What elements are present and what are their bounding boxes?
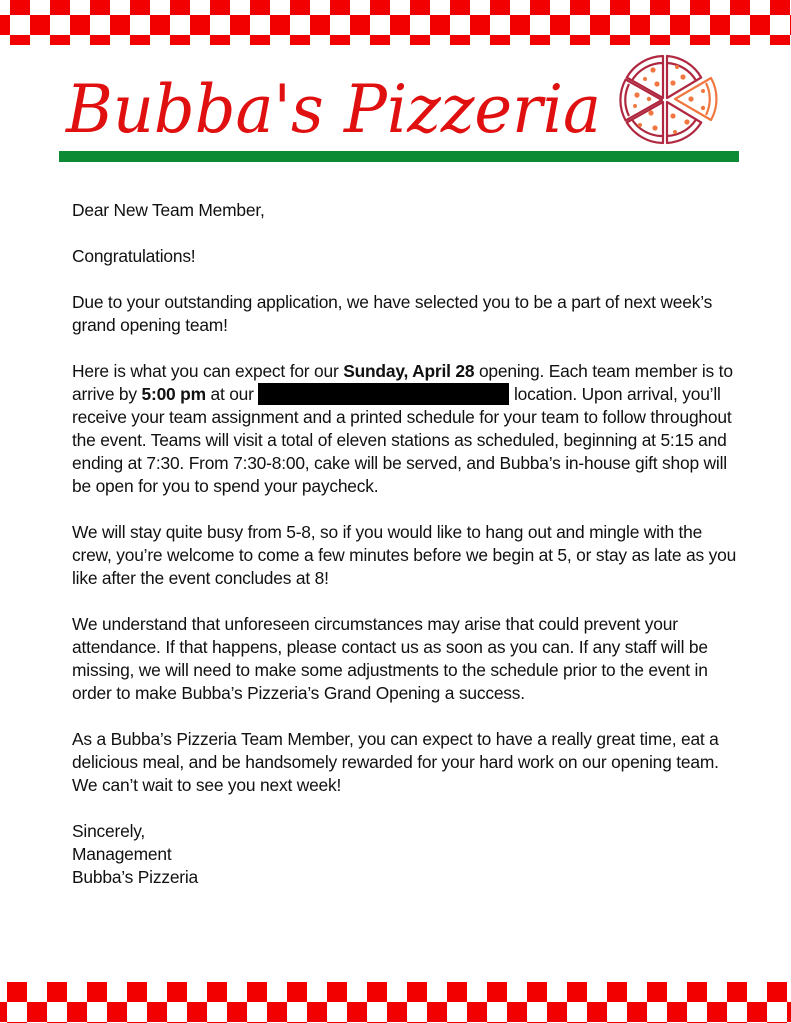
checkered-border-top [0, 0, 791, 45]
paragraph-event-details: Here is what you can expect for our Sunday, April 28 opening. Each team member is to arrive by 5:00 pm at our location. Upon arrival, you’ll receive your team assignment and a printed schedule for your team to follow throughout the event. Teams will visit a total of eleven stations as scheduled, beginning at 5:15 and ending at 7:30. From 7:30-8:00, cake will be served, and Bubba’s in-house gift shop will be open for you to spend your paycheck. [72, 361, 733, 496]
green-divider-bar [59, 151, 739, 162]
paragraph-absence: We understand that unforeseen circumstances may arise that could prevent your attendance. If that happens, please contact us as soon as you can. If any staff will be missing, we will need to make some adjustments to the schedule prior to the event in order to make Bubba’s Pizzeria’s Grand Opening a success. [72, 614, 708, 703]
congratulations-line: Congratulations! [72, 246, 196, 266]
greeting: Dear New Team Member, [72, 200, 265, 220]
signer: Management [72, 844, 172, 864]
signature-block [72, 820, 742, 889]
pizza-icon [615, 50, 725, 150]
letter-body [72, 199, 742, 889]
checkered-border-bottom [0, 982, 791, 1023]
arrival-time: 5:00 pm [141, 384, 206, 404]
paragraph-hangout: We will stay quite busy from 5-8, so if you would like to hang out and mingle with the crew, you’re welcome to come a few minutes before we begin at 5, or stay as late as you like after the event concludes at 8! [72, 522, 737, 588]
organization: Bubba’s Pizzeria [72, 867, 199, 887]
svg-text:Bubba's Pizzeria: Bubba's Pizzeria [65, 71, 601, 148]
closing: Sincerely, [72, 821, 146, 841]
paragraph-rewards: As a Bubba’s Pizzeria Team Member, you can expect to have a really great time, eat a delicious meal, and be handsomely rewarded for your hard work on our opening team. We can’t wait to see you next week! [72, 729, 719, 795]
paragraph-selection: Due to your outstanding application, we have selected you to be a part of next week’s grand opening team! [72, 292, 713, 335]
event-date: Sunday, April 28 [343, 361, 475, 381]
bubbas-pizzeria-logo [58, 50, 618, 195]
redacted-location [258, 383, 509, 405]
